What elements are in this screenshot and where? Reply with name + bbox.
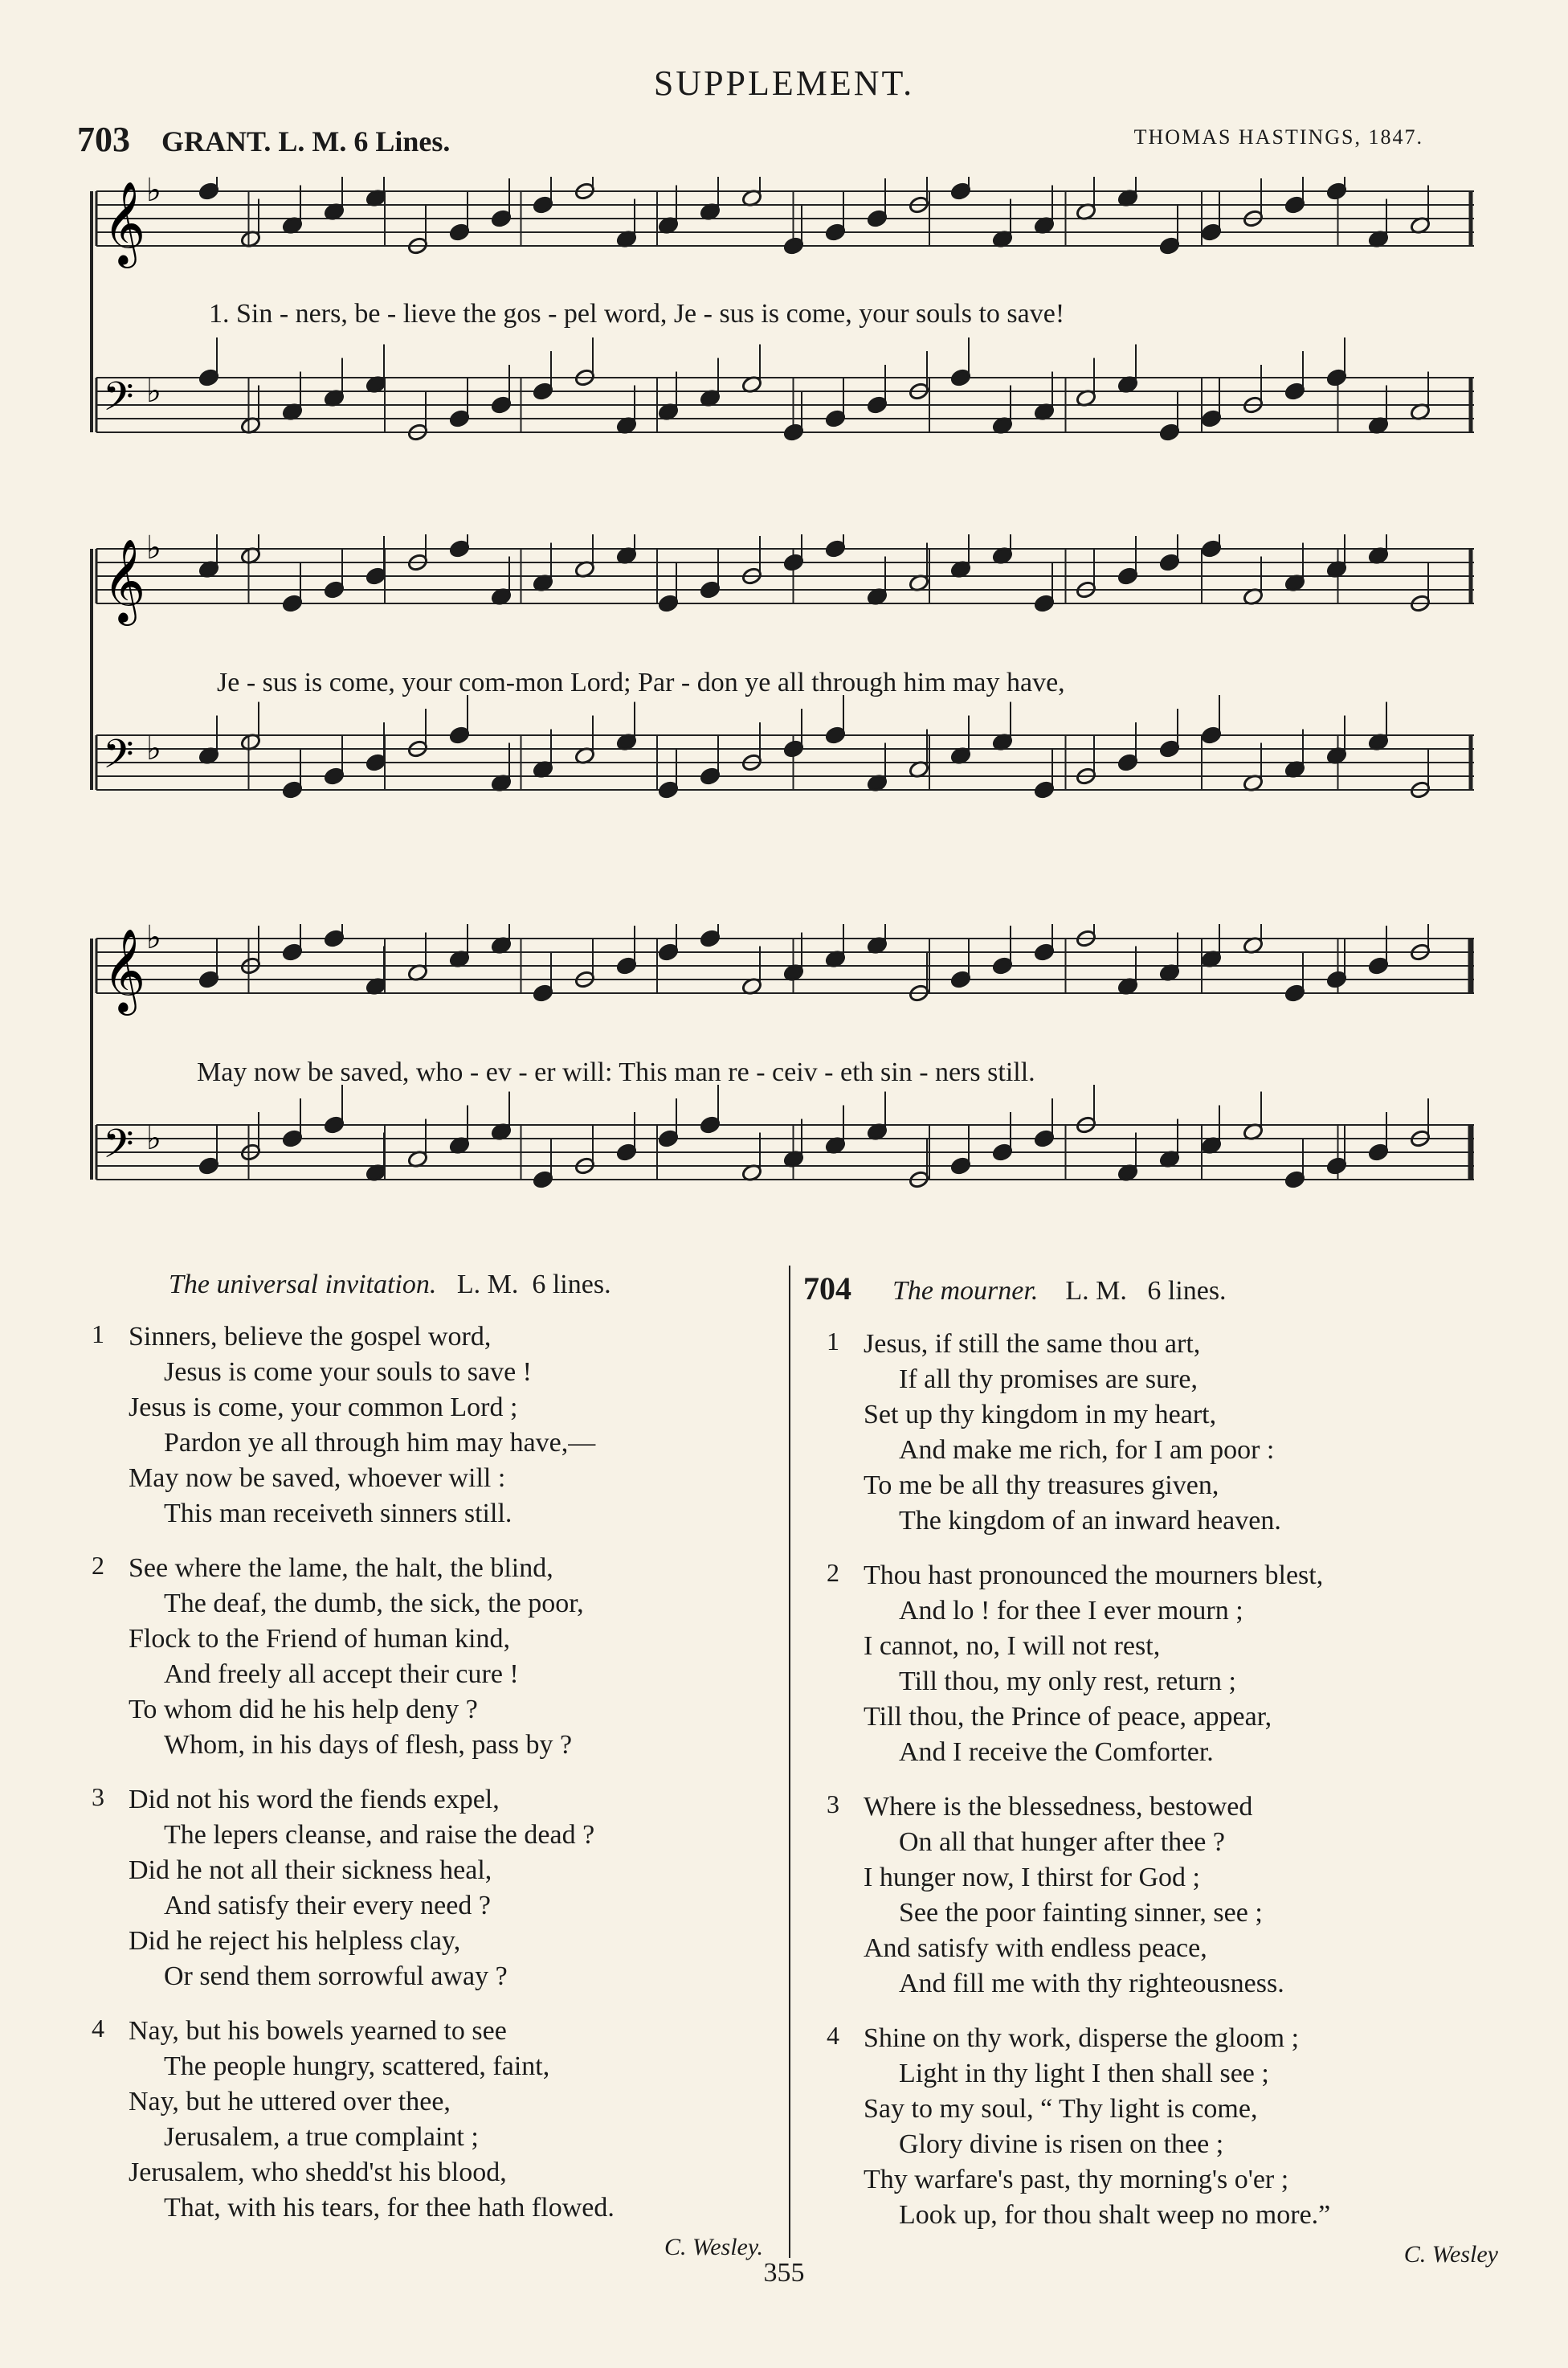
hymn-number: 704	[803, 1270, 851, 1307]
verse-line: Nay, but he uttered over thee,	[129, 2087, 451, 2116]
verse-line: Set up thy kingdom in my heart,	[864, 1400, 1217, 1429]
verse-line: Glory divine is risen on thee ;	[899, 2129, 1224, 2159]
verse-line: Jesus is come, your common Lord ;	[129, 1393, 518, 1422]
verse-line: And I receive the Comforter.	[899, 1737, 1214, 1767]
verse-line: Jesus, if still the same thou art,	[864, 1329, 1201, 1359]
verse-line: The people hungry, scattered, faint,	[164, 2051, 550, 2081]
stanza-number: 1	[92, 1319, 104, 1348]
verse-line: And satisfy with endless peace,	[864, 1933, 1207, 1963]
verse-line: Jerusalem, a true complaint ;	[164, 2122, 479, 2152]
music-system-3	[88, 924, 1482, 1262]
stanza	[92, 1782, 771, 1994]
hymn-author: C. Wesley	[1403, 2241, 1498, 2268]
flat-icon: ♭	[146, 177, 161, 209]
treble-clef-icon: 𝄞	[103, 538, 146, 623]
verse-line: Shine on thy work, disperse the gloom ;	[864, 2023, 1300, 2053]
stanza-number: 1	[827, 1327, 839, 1356]
verse-line: Did not his word the fiends expel,	[129, 1785, 500, 1814]
verse-line: Jerusalem, who shedd'st his blood,	[129, 2157, 507, 2187]
verse-line: Pardon ye all through him may have,—	[164, 1428, 596, 1458]
tune-lines: 6 Lines.	[353, 125, 451, 157]
verse-line: And freely all accept their cure !	[164, 1659, 519, 1689]
verse-line: To whom did he his help deny ?	[129, 1695, 478, 1724]
stanza	[827, 1789, 1498, 2002]
verse-line: I cannot, no, I will not rest,	[864, 1631, 1161, 1661]
verse-line: Flock to the Friend of human kind,	[129, 1624, 511, 1654]
hymn-title-row	[803, 1270, 1498, 1307]
verse-line: Jesus is come your souls to save !	[164, 1357, 533, 1387]
verse-line: And satisfy their every need ?	[164, 1891, 491, 1920]
bass-clef-icon: 𝄢	[103, 1121, 134, 1177]
verse-line: And fill me with thy righteousness.	[899, 1969, 1284, 1998]
hymn-text-right	[803, 1270, 1498, 2268]
stanza	[92, 1319, 771, 1532]
verse-line: See where the lame, the halt, the blind,	[129, 1553, 553, 1583]
verse-line: Thy warfare's past, thy morning's o'er ;	[864, 2165, 1289, 2194]
treble-clef-icon: 𝄞	[103, 928, 146, 1012]
stanza-number: 3	[827, 1789, 839, 1818]
stanza-number: 4	[827, 2021, 839, 2050]
flat-icon: ♭	[146, 924, 161, 956]
verse-line: If all thy promises are sure,	[899, 1364, 1198, 1394]
flat-icon: ♭	[146, 730, 161, 767]
composer-credit: THOMAS HASTINGS, 1847.	[1133, 125, 1423, 149]
stanza-list	[827, 1327, 1498, 2233]
stanza	[827, 2021, 1498, 2233]
bass-clef-icon: 𝄢	[103, 374, 134, 430]
music-staff-graphic	[88, 924, 1482, 1262]
verse-line: That, with his tears, for thee hath flowed.	[164, 2193, 615, 2223]
lyric-line-3: May now be saved, who - ev - er will: This man re - ceiv - eth sin - ners still.	[197, 1057, 1035, 1087]
verse-line: This man receiveth sinners still.	[164, 1499, 512, 1528]
tune-name: GRANT.	[161, 125, 272, 157]
stanza-number: 2	[92, 1551, 104, 1580]
music-system-1	[88, 177, 1482, 482]
column-divider	[789, 1266, 790, 2258]
verse-line: May now be saved, whoever will :	[129, 1463, 506, 1493]
lyric-line-2: Je - sus is come, your com-mon Lord; Par - don ye all through him may have,	[217, 668, 1065, 697]
hymn-title: The universal invitation.	[169, 1270, 437, 1299]
lyric-line-1: 1. Sin - ners, be - lieve the gos - pel word, Je - sus is come, your souls to save!	[209, 299, 1065, 329]
flat-icon: ♭	[146, 1120, 161, 1157]
verse-line: The kingdom of an inward heaven.	[899, 1506, 1281, 1536]
verse-line: Nay, but his bowels yearned to see	[129, 2016, 507, 2046]
verse-line: To me be all thy treasures given,	[864, 1470, 1219, 1500]
verse-line: See the poor fainting sinner, see ;	[899, 1898, 1263, 1928]
stanza	[827, 1558, 1498, 1770]
treble-clef-icon: 𝄞	[103, 181, 146, 265]
hymn-meter: L. M.	[1065, 1276, 1127, 1306]
music-staff-graphic	[88, 177, 1482, 482]
hymn-meter: L. M.	[456, 1270, 519, 1299]
verse-line: Or send them sorrowful away ?	[164, 1961, 508, 1991]
hymn-text-left	[92, 1270, 771, 2261]
stanza-number: 3	[92, 1782, 104, 1811]
verse-line: Till thou, my only rest, return ;	[899, 1667, 1236, 1696]
page-number: 355	[763, 2258, 805, 2288]
verse-line: Sinners, believe the gospel word,	[129, 1322, 492, 1352]
stanza	[92, 2014, 771, 2226]
tune-meter: L. M.	[278, 125, 347, 157]
verse-line: Did he reject his helpless clay,	[129, 1926, 461, 1956]
verse-line: I hunger now, I thirst for God ;	[864, 1863, 1200, 1892]
verse-line: Light in thy light I then shall see ;	[899, 2059, 1269, 2088]
flat-icon: ♭	[146, 534, 161, 566]
page-header: SUPPLEMENT.	[653, 63, 915, 103]
flat-icon: ♭	[146, 373, 161, 410]
hymn-lines-label: 6 lines.	[1147, 1276, 1227, 1306]
verse-line: Till thou, the Prince of peace, appear,	[864, 1702, 1272, 1732]
verse-line: Whom, in his days of flesh, pass by ?	[164, 1730, 573, 1760]
hymn-title-row	[129, 1270, 771, 1300]
music-system-2	[88, 534, 1482, 872]
verse-line: Where is the blessedness, bestowed	[864, 1792, 1253, 1822]
verse-line: And make me rich, for I am poor :	[899, 1435, 1275, 1465]
verse-line: The lepers cleanse, and raise the dead ?	[164, 1820, 595, 1850]
stanza-number: 2	[827, 1558, 839, 1587]
verse-line: Thou hast pronounced the mourners blest,	[864, 1560, 1324, 1590]
verse-line: And lo ! for thee I ever mourn ;	[899, 1596, 1243, 1626]
hymn-title: The mourner.	[892, 1276, 1039, 1306]
stanza-number: 4	[92, 2014, 104, 2043]
hymn-number: 703	[77, 120, 130, 159]
verse-line: Did he not all their sickness heal,	[129, 1855, 492, 1885]
hymn-lines-label: 6 lines.	[532, 1270, 611, 1299]
hymn-author: C. Wesley.	[664, 2234, 763, 2260]
verse-line: Say to my soul, “ Thy light is come,	[864, 2094, 1258, 2124]
verse-line: Look up, for thou shalt weep no more.”	[899, 2200, 1331, 2230]
stanza	[92, 1551, 771, 1763]
verse-line: The deaf, the dumb, the sick, the poor,	[164, 1589, 584, 1618]
stanza	[827, 1327, 1498, 1539]
music-staff-graphic	[88, 534, 1482, 872]
verse-line: On all that hunger after thee ?	[899, 1827, 1225, 1857]
bass-clef-icon: 𝄢	[103, 731, 134, 787]
stanza-list	[92, 1319, 771, 2226]
